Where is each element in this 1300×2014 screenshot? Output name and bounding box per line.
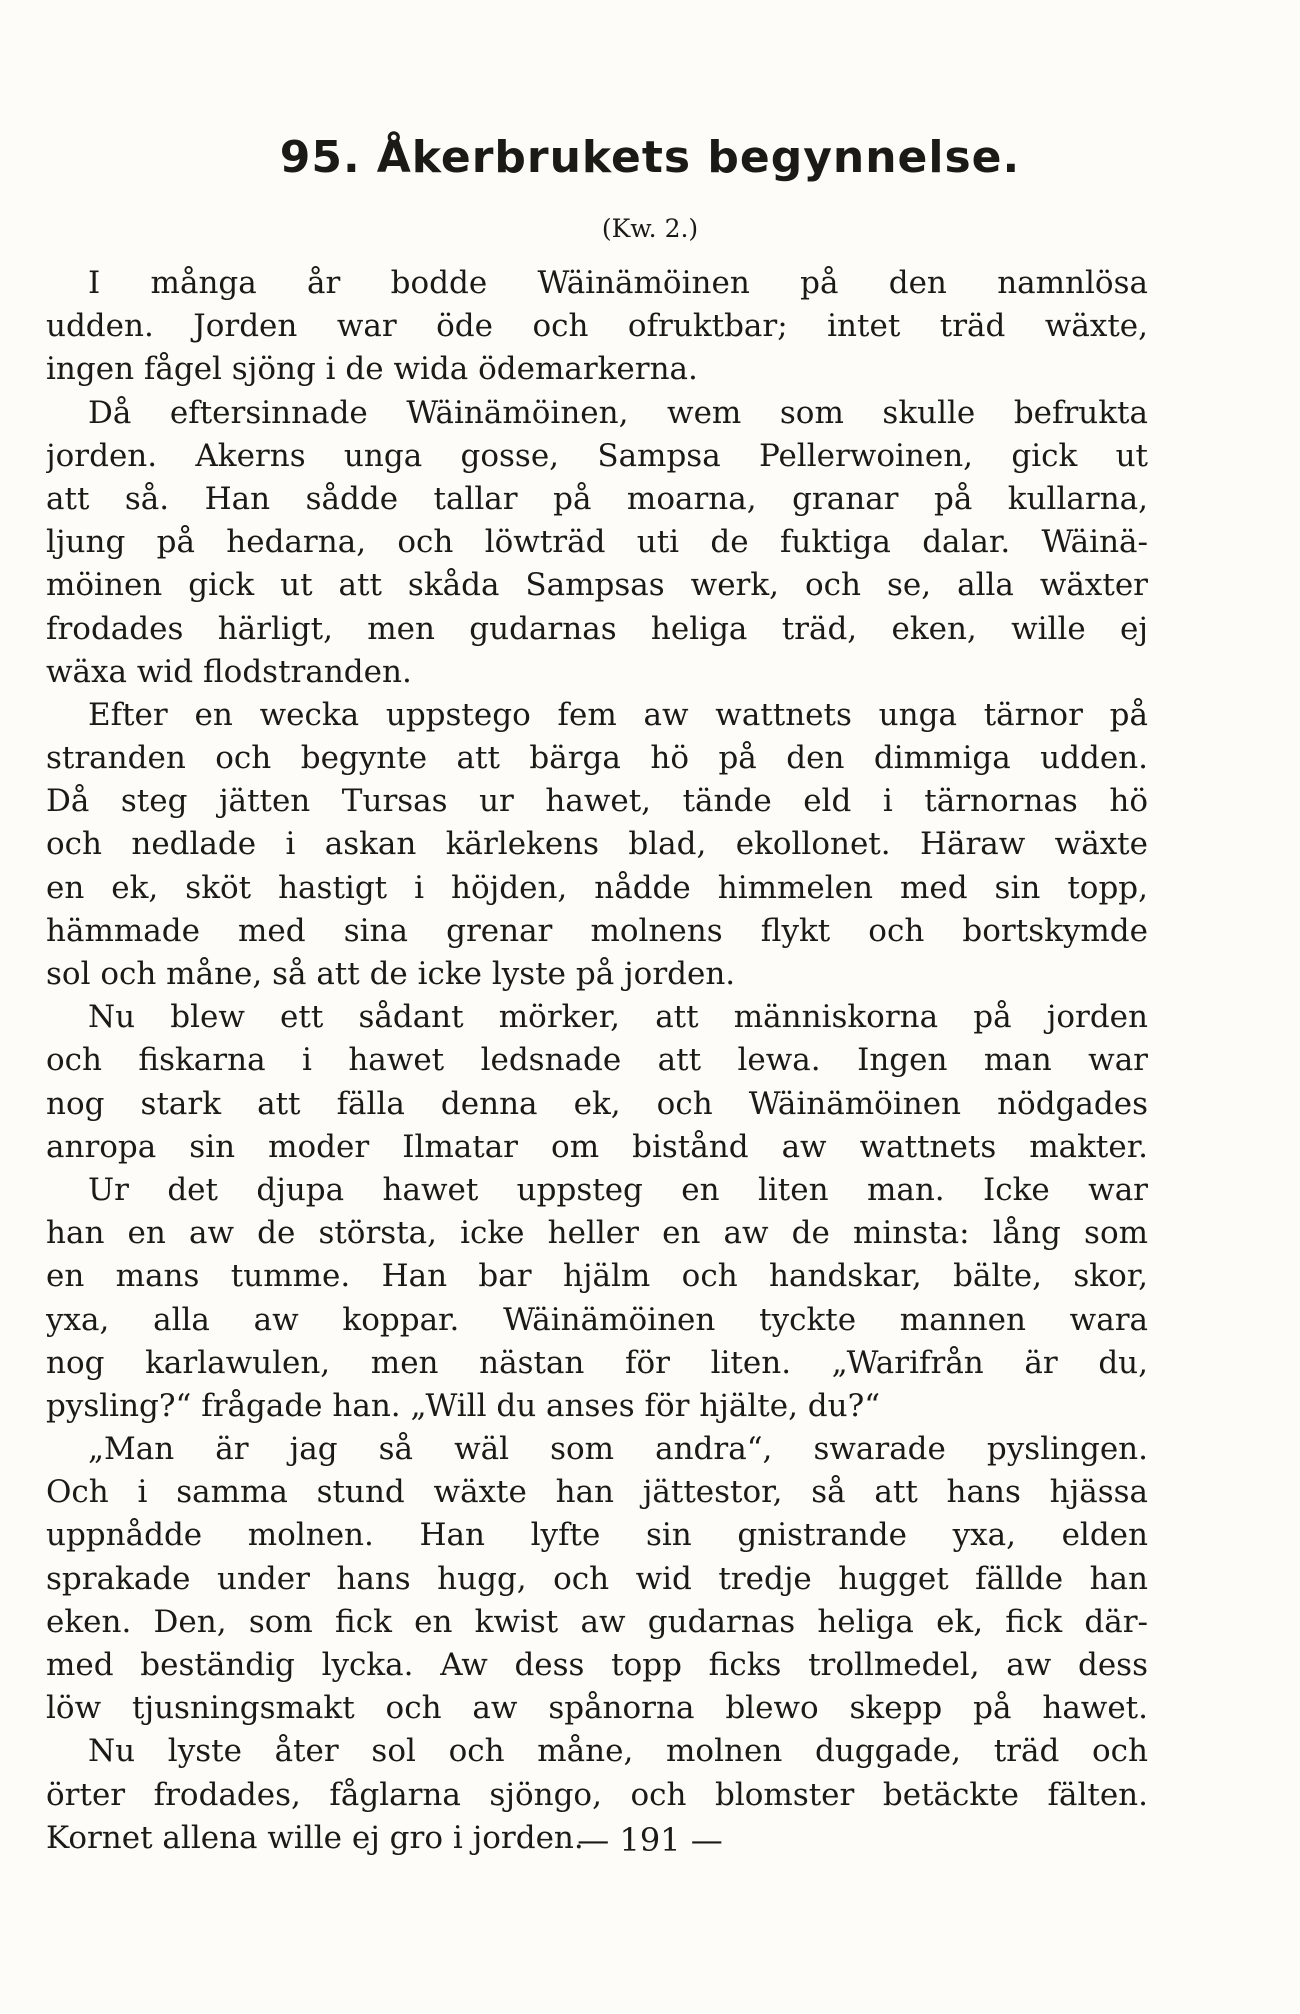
source-reference: (Kw. 2.) [601,214,699,243]
text-line: pysling?“ frågade han. „Will du anses för hjälte, du?“ [46,1387,881,1424]
text-line: Ur det djupa hawet uppsteg en liten man. Icke war [88,1171,1148,1208]
chapter-heading [0,128,1300,188]
text-line: och fiskarna i hawet ledsnade att lewa. Ingen man war [46,1042,1148,1079]
text-line: en ek, sköt hastigt i höjden, nådde himmelen med sin topp, [46,869,1148,906]
text-line: ljung på hedarna, och löwträd uti de fuktiga dalar. Wäinä- [46,524,1148,561]
text-line: udden. Jorden war öde och ofruktbar; intet träd wäxte, [46,308,1148,345]
text-line: frodades härligt, men gudarnas heliga träd, eken, wille ej [46,610,1148,647]
text-line: uppnådde molnen. Han lyfte sin gnistrande yxa, elden [46,1517,1148,1554]
text-line: ingen fågel sjöng i de wida ödemarkerna. [46,351,698,388]
text-line: sol och måne, så att de icke lyste på jorden. [46,956,736,992]
text-line: I många år bodde Wäinämöinen på den namnlösa [88,265,1148,301]
text-line: nog stark att fälla denna ek, och Wäinämöinen nödgades [46,1085,1148,1122]
text-line: stranden och begynte att bärga hö på den dimmiga udden. [46,740,1148,777]
text-line: möinen gick ut att skåda Sampsas werk, och se, alla wäxter [46,567,1148,604]
text-line: anropa sin moder Ilmatar om bistånd aw wattnets makter. [46,1128,1148,1165]
text-line: örter frodades, fåglarna sjöngo, och blomster betäckte fälten. [46,1776,1148,1813]
text-line: med beständig lycka. Aw dess topp ficks trollmedel, aw dess [46,1647,1148,1683]
text-line: Nu blew ett sådant mörker, att människorna på jorden [88,999,1148,1036]
text-line: hämmade med sina grenar molnens flykt och bortskymde [46,912,1148,949]
text-line: och nedlade i askan kärlekens blad, ekollonet. Häraw wäxte [46,826,1148,863]
text-line: nog karlawulen, men nästan för liten. „Warifrån är du, [46,1344,1148,1381]
text-line: en mans tumme. Han bar hjälm och handskar, bälte, skor, [46,1258,1148,1295]
text-line: Nu lyste åter sol och måne, molnen duggade, träd och [88,1733,1148,1770]
text-line: „Man är jag så wäl som andra“, swarade pyslingen. [88,1431,1148,1468]
text-line: Då steg jätten Tursas ur hawet, tände eld i tärnornas hö [46,783,1148,820]
text-line: att så. Han sådde tallar på moarna, granar på kullarna, [46,480,1148,517]
text-line: wäxa wid flodstranden. [46,653,412,690]
text-line: jorden. Akerns unga gosse, Sampsa Pellerwoinen, gick ut [46,437,1148,474]
text-line: eken. Den, som fick en kwist aw gudarnas heliga ek, fick där- [46,1603,1148,1640]
chapter-number: 95. [279,132,361,183]
text-line: löw tjusningsmakt och aw spånorna blewo skepp på hawet. [46,1690,1148,1727]
page-number: — 191 — [577,1821,723,1859]
text-line: Då eftersinnade Wäinämöinen, wem som skulle befrukta [88,394,1148,431]
chapter-title: Åkerbrukets begynnelse. [376,132,1021,183]
text-line: Efter en wecka uppstego fem aw wattnets unga tärnor på [88,696,1148,733]
text-line: Och i samma stund wäxte han jättestor, så att hans hjässa [46,1474,1148,1511]
body-text [46,262,1148,1860]
text-line: han en aw de största, icke heller en aw de minsta: lång som [46,1215,1148,1252]
text-line: sprakade under hans hugg, och wid tredje hugget fällde han [46,1560,1148,1597]
text-line: Kornet allena wille ej gro i jorden. [46,1819,584,1856]
text-line: yxa, alla aw koppar. Wäinämöinen tyckte mannen wara [46,1301,1148,1338]
